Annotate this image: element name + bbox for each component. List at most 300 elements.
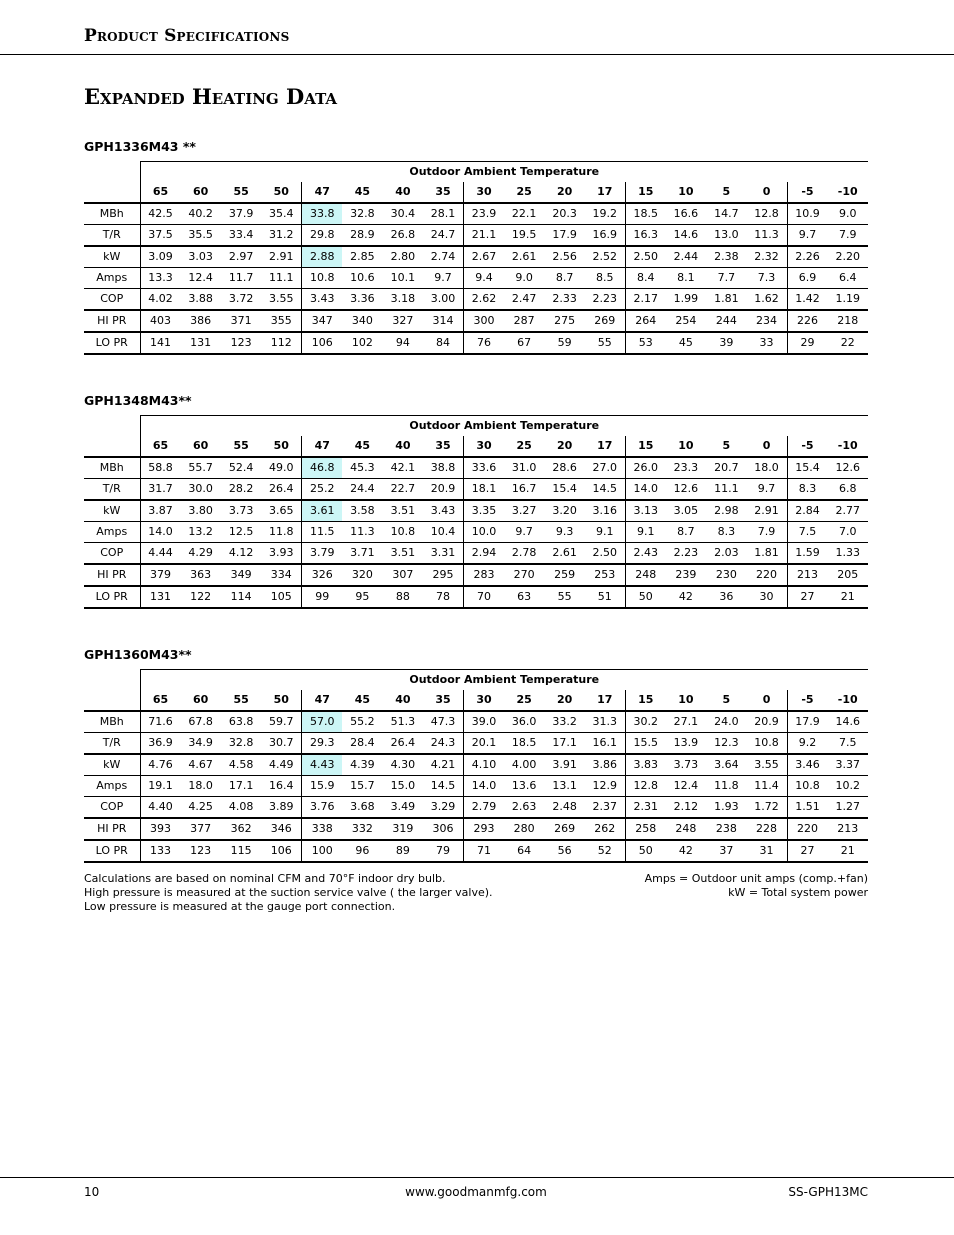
row-label: kW: [84, 754, 140, 776]
table-cell: 3.16: [585, 500, 625, 522]
table-cell: 15.0: [383, 776, 423, 797]
table-cell: 33.8: [302, 203, 342, 225]
table-cell: 8.4: [625, 268, 665, 289]
table-cell: 3.46: [787, 754, 827, 776]
table-cell: 220: [747, 564, 787, 586]
table-cell: 50: [625, 840, 665, 862]
temperature-header: -10: [827, 182, 868, 203]
temperature-header: 55: [221, 436, 261, 457]
table-cell: 10.8: [383, 522, 423, 543]
table-cell: 12.4: [180, 268, 220, 289]
temperature-header: -5: [787, 182, 827, 203]
temperature-header: 10: [666, 182, 706, 203]
table-cell: 3.55: [747, 754, 787, 776]
table-cell: 9.7: [504, 522, 544, 543]
table-cell: 9.7: [787, 225, 827, 247]
table-cell: 8.1: [666, 268, 706, 289]
table-cell: 3.49: [383, 797, 423, 819]
table-cell: 2.56: [544, 246, 584, 268]
temperature-header: 17: [585, 690, 625, 711]
table-cell: 26.8: [383, 225, 423, 247]
table-cell: 2.80: [383, 246, 423, 268]
table-cell: 19.5: [504, 225, 544, 247]
table-cell: 55: [585, 332, 625, 354]
table-cell: 15.5: [625, 733, 665, 755]
table-cell: 230: [706, 564, 746, 586]
table-cell: 115: [221, 840, 261, 862]
table-cell: 30.2: [625, 711, 665, 733]
table-cell: 269: [585, 310, 625, 332]
table-cell: 239: [666, 564, 706, 586]
table-cell: 33.4: [221, 225, 261, 247]
temperature-header: 5: [706, 690, 746, 711]
table-row: [84, 818, 868, 840]
table-cell: 3.35: [464, 500, 504, 522]
table-cell: 9.1: [585, 522, 625, 543]
table-cell: 2.47: [504, 289, 544, 311]
row-label: LO PR: [84, 332, 140, 354]
table-cell: 17.1: [221, 776, 261, 797]
table-cell: 39: [706, 332, 746, 354]
table-cell: 16.9: [585, 225, 625, 247]
table-cell: 3.80: [180, 500, 220, 522]
section-title: Expanded Heating Data: [84, 84, 338, 109]
footer-url[interactable]: www.goodmanmfg.com: [405, 1185, 547, 1199]
table-cell: 76: [464, 332, 504, 354]
temperature-header: 60: [180, 182, 220, 203]
table-cell: 114: [221, 586, 261, 608]
temperature-header: 55: [221, 690, 261, 711]
temperature-header: -5: [787, 436, 827, 457]
table-cell: 4.21: [423, 754, 463, 776]
row-label: MBh: [84, 203, 140, 225]
table-cell: 26.0: [625, 457, 665, 479]
table-cell: 51: [585, 586, 625, 608]
table-cell: 56: [544, 840, 584, 862]
table-cell: 22.7: [383, 479, 423, 501]
table-cell: 13.6: [504, 776, 544, 797]
temperature-header: 10: [666, 436, 706, 457]
table-cell: 24.3: [423, 733, 463, 755]
table-cell: 306: [423, 818, 463, 840]
table-cell: 21.1: [464, 225, 504, 247]
table-cell: 2.94: [464, 543, 504, 565]
table-cell: 2.32: [747, 246, 787, 268]
table-cell: 8.3: [706, 522, 746, 543]
table-cell: 3.91: [544, 754, 584, 776]
table-cell: 14.0: [140, 522, 180, 543]
temperature-header: 15: [625, 690, 665, 711]
table-cell: 30.0: [180, 479, 220, 501]
table-cell: 32.8: [342, 203, 382, 225]
table-cell: 71: [464, 840, 504, 862]
table-cell: 238: [706, 818, 746, 840]
table-cell: 3.36: [342, 289, 382, 311]
row-label: HI PR: [84, 310, 140, 332]
temperature-header: 15: [625, 436, 665, 457]
table-cell: 287: [504, 310, 544, 332]
table-cell: 42.1: [383, 457, 423, 479]
table-cell: 2.12: [666, 797, 706, 819]
table-row: [84, 500, 868, 522]
table-row: [84, 457, 868, 479]
table-cell: 3.20: [544, 500, 584, 522]
table-cell: 89: [383, 840, 423, 862]
note-line: Amps = Outdoor unit amps (comp.+fan): [644, 872, 868, 885]
table-cell: 11.8: [261, 522, 301, 543]
table-cell: 14.7: [706, 203, 746, 225]
table-cell: 3.68: [342, 797, 382, 819]
table-cell: 9.0: [504, 268, 544, 289]
table-cell: 94: [383, 332, 423, 354]
table-cell: 2.88: [302, 246, 342, 268]
table-cell: 31.7: [140, 479, 180, 501]
table-cell: 3.71: [342, 543, 382, 565]
table-cell: 2.85: [342, 246, 382, 268]
table-cell: 25.2: [302, 479, 342, 501]
temperature-header: 17: [585, 436, 625, 457]
table-cell: 3.73: [221, 500, 261, 522]
table-cell: 63.8: [221, 711, 261, 733]
temperature-header: 5: [706, 436, 746, 457]
table-cell: 28.4: [342, 733, 382, 755]
table-cell: 10.4: [423, 522, 463, 543]
table-cell: 31: [747, 840, 787, 862]
table-cell: 1.99: [666, 289, 706, 311]
table-cell: 283: [464, 564, 504, 586]
table-cell: 10.1: [383, 268, 423, 289]
table-cell: 3.72: [221, 289, 261, 311]
temperature-header: 50: [261, 690, 301, 711]
table-cell: 2.52: [585, 246, 625, 268]
table-cell: 334: [261, 564, 301, 586]
table-cell: 27.0: [585, 457, 625, 479]
table-cell: 3.87: [140, 500, 180, 522]
table-cell: 340: [342, 310, 382, 332]
table-cell: 15.4: [544, 479, 584, 501]
table-cell: 70: [464, 586, 504, 608]
table-cell: 46.8: [302, 457, 342, 479]
table-cell: 33.2: [544, 711, 584, 733]
footer-rule: [0, 1177, 954, 1178]
row-label: Amps: [84, 776, 140, 797]
table-cell: 11.3: [342, 522, 382, 543]
temperature-header: 25: [504, 182, 544, 203]
table-cell: 31.2: [261, 225, 301, 247]
table-cell: 63: [504, 586, 544, 608]
table-cell: 2.77: [827, 500, 868, 522]
table-cell: 17.9: [787, 711, 827, 733]
table-cell: 28.2: [221, 479, 261, 501]
table-row: [84, 479, 868, 501]
table-cell: 2.23: [585, 289, 625, 311]
table-cell: 20.9: [423, 479, 463, 501]
table-cell: 269: [544, 818, 584, 840]
model-name: GPH1360M43**: [84, 647, 192, 662]
row-label: Amps: [84, 522, 140, 543]
row-label: MBh: [84, 711, 140, 733]
table-cell: 4.49: [261, 754, 301, 776]
table-cell: 3.27: [504, 500, 544, 522]
heating-data-table: [84, 669, 868, 863]
temperature-header: 47: [302, 182, 342, 203]
row-label: COP: [84, 797, 140, 819]
temperature-header: 40: [383, 436, 423, 457]
table-cell: 39.0: [464, 711, 504, 733]
table-cell: 2.63: [504, 797, 544, 819]
table-row: [84, 289, 868, 311]
table-cell: 88: [383, 586, 423, 608]
table-cell: 3.61: [302, 500, 342, 522]
table-cell: 71.6: [140, 711, 180, 733]
table-cell: 319: [383, 818, 423, 840]
table-cell: 105: [261, 586, 301, 608]
table-cell: 17.1: [544, 733, 584, 755]
table-cell: 4.25: [180, 797, 220, 819]
table-cell: 19.2: [585, 203, 625, 225]
table-cell: 35.4: [261, 203, 301, 225]
table-cell: 13.2: [180, 522, 220, 543]
table-cell: 3.03: [180, 246, 220, 268]
table-cell: 20.3: [544, 203, 584, 225]
table-group-header: Outdoor Ambient Temperature: [140, 670, 868, 691]
table-cell: 12.8: [747, 203, 787, 225]
table-cell: 29.8: [302, 225, 342, 247]
table-cell: 1.42: [787, 289, 827, 311]
table-cell: 2.50: [625, 246, 665, 268]
table-cell: 4.12: [221, 543, 261, 565]
table-cell: 7.7: [706, 268, 746, 289]
table-row: [84, 522, 868, 543]
table-cell: 18.1: [464, 479, 504, 501]
temperature-header: 20: [544, 690, 584, 711]
table-cell: 18.5: [504, 733, 544, 755]
table-cell: 133: [140, 840, 180, 862]
temperature-header: 30: [464, 436, 504, 457]
table-cell: 14.0: [464, 776, 504, 797]
table-cell: 10.8: [302, 268, 342, 289]
table-cell: 34.9: [180, 733, 220, 755]
table-cell: 17.9: [544, 225, 584, 247]
table-cell: 2.37: [585, 797, 625, 819]
table-row: [84, 543, 868, 565]
temperature-header: 45: [342, 182, 382, 203]
row-label: COP: [84, 289, 140, 311]
table-cell: 95: [342, 586, 382, 608]
table-cell: 363: [180, 564, 220, 586]
table-cell: 16.7: [504, 479, 544, 501]
model-name: GPH1348M43**: [84, 393, 192, 408]
table-cell: 10.2: [827, 776, 868, 797]
table-cell: 7.5: [787, 522, 827, 543]
table-cell: 205: [827, 564, 868, 586]
table-cell: 27.1: [666, 711, 706, 733]
temperature-header: 30: [464, 182, 504, 203]
table-cell: 7.9: [827, 225, 868, 247]
table-cell: 2.91: [261, 246, 301, 268]
temperature-header: 0: [747, 182, 787, 203]
note-line: High pressure is measured at the suction service valve ( the larger valve).: [84, 886, 493, 899]
table-cell: 30.4: [383, 203, 423, 225]
header-rule: [0, 54, 954, 55]
row-label: LO PR: [84, 840, 140, 862]
table-cell: 52.4: [221, 457, 261, 479]
table-cell: 377: [180, 818, 220, 840]
table-cell: 57.0: [302, 711, 342, 733]
table-cell: 3.86: [585, 754, 625, 776]
row-label: MBh: [84, 457, 140, 479]
table-cell: 4.58: [221, 754, 261, 776]
table-row: [84, 797, 868, 819]
table-cell: 3.05: [666, 500, 706, 522]
model-block: [84, 647, 868, 863]
table-cell: 24.7: [423, 225, 463, 247]
table-cell: 6.4: [827, 268, 868, 289]
table-cell: 36.9: [140, 733, 180, 755]
table-cell: 1.81: [706, 289, 746, 311]
table-cell: 33: [747, 332, 787, 354]
table-cell: 15.4: [787, 457, 827, 479]
table-cell: 52: [585, 840, 625, 862]
table-cell: 332: [342, 818, 382, 840]
table-cell: 6.9: [787, 268, 827, 289]
table-cell: 13.1: [544, 776, 584, 797]
temperature-header: 20: [544, 436, 584, 457]
table-cell: 2.97: [221, 246, 261, 268]
table-cell: 4.76: [140, 754, 180, 776]
table-cell: 16.6: [666, 203, 706, 225]
table-cell: 33.6: [464, 457, 504, 479]
table-cell: 1.19: [827, 289, 868, 311]
table-cell: 2.33: [544, 289, 584, 311]
table-cell: 326: [302, 564, 342, 586]
table-cell: 28.9: [342, 225, 382, 247]
row-label: COP: [84, 543, 140, 565]
table-cell: 37.9: [221, 203, 261, 225]
table-cell: 12.5: [221, 522, 261, 543]
notes-right: [645, 872, 868, 900]
table-cell: 14.0: [625, 479, 665, 501]
table-cell: 4.10: [464, 754, 504, 776]
table-cell: 23.9: [464, 203, 504, 225]
table-cell: 262: [585, 818, 625, 840]
table-cell: 2.78: [504, 543, 544, 565]
table-cell: 23.3: [666, 457, 706, 479]
temperature-header: 55: [221, 182, 261, 203]
table-cell: 12.9: [585, 776, 625, 797]
table-cell: 14.5: [423, 776, 463, 797]
table-cell: 45: [666, 332, 706, 354]
table-cell: 24.4: [342, 479, 382, 501]
table-cell: 35.5: [180, 225, 220, 247]
table-cell: 28.6: [544, 457, 584, 479]
heating-data-table: [84, 415, 868, 609]
table-cell: 4.08: [221, 797, 261, 819]
temperature-header: 20: [544, 182, 584, 203]
row-label: Amps: [84, 268, 140, 289]
notes-left: [84, 872, 493, 914]
temperature-header: 35: [423, 690, 463, 711]
table-cell: 8.7: [666, 522, 706, 543]
temperature-header: 30: [464, 690, 504, 711]
table-cell: 84: [423, 332, 463, 354]
table-cell: 30.7: [261, 733, 301, 755]
table-row: [84, 225, 868, 247]
table-cell: 16.1: [585, 733, 625, 755]
temperature-header: 47: [302, 690, 342, 711]
table-cell: 7.3: [747, 268, 787, 289]
table-cell: 13.0: [706, 225, 746, 247]
table-cell: 4.39: [342, 754, 382, 776]
table-cell: 2.98: [706, 500, 746, 522]
table-cell: 16.3: [625, 225, 665, 247]
table-cell: 55.7: [180, 457, 220, 479]
table-cell: 20.1: [464, 733, 504, 755]
table-cell: 2.84: [787, 500, 827, 522]
table-cell: 2.61: [504, 246, 544, 268]
table-cell: 19.1: [140, 776, 180, 797]
table-cell: 14.6: [666, 225, 706, 247]
heating-data-table: [84, 161, 868, 355]
table-cell: 3.13: [625, 500, 665, 522]
temperature-header: 0: [747, 436, 787, 457]
table-row: [84, 840, 868, 862]
table-cell: 42.5: [140, 203, 180, 225]
table-cell: 40.2: [180, 203, 220, 225]
table-cell: 2.91: [747, 500, 787, 522]
temperature-header: 35: [423, 436, 463, 457]
table-cell: 78: [423, 586, 463, 608]
table-cell: 27: [787, 586, 827, 608]
table-cell: 37: [706, 840, 746, 862]
table-cell: 4.43: [302, 754, 342, 776]
table-cell: 258: [625, 818, 665, 840]
table-cell: 3.65: [261, 500, 301, 522]
table-cell: 3.51: [383, 500, 423, 522]
table-cell: 102: [342, 332, 382, 354]
table-cell: 131: [180, 332, 220, 354]
table-cell: 67.8: [180, 711, 220, 733]
temperature-header: 60: [180, 436, 220, 457]
table-cell: 3.88: [180, 289, 220, 311]
temperature-header: 40: [383, 182, 423, 203]
table-cell: 21: [827, 586, 868, 608]
table-cell: 38.8: [423, 457, 463, 479]
table-cell: 259: [544, 564, 584, 586]
table-cell: 10.8: [787, 776, 827, 797]
table-cell: 11.1: [261, 268, 301, 289]
table-cell: 2.50: [585, 543, 625, 565]
table-row: [84, 711, 868, 733]
temperature-header: 17: [585, 182, 625, 203]
table-cell: 47.3: [423, 711, 463, 733]
table-cell: 3.93: [261, 543, 301, 565]
table-cell: 123: [180, 840, 220, 862]
table-cell: 218: [827, 310, 868, 332]
table-cell: 2.31: [625, 797, 665, 819]
table-cell: 362: [221, 818, 261, 840]
temperature-header: 60: [180, 690, 220, 711]
table-cell: 79: [423, 840, 463, 862]
temperature-header: 45: [342, 690, 382, 711]
row-label: T/R: [84, 479, 140, 501]
table-cell: 338: [302, 818, 342, 840]
table-cell: 112: [261, 332, 301, 354]
table-cell: 3.00: [423, 289, 463, 311]
table-cell: 6.8: [827, 479, 868, 501]
temperature-header: 65: [140, 182, 180, 203]
table-cell: 29: [787, 332, 827, 354]
